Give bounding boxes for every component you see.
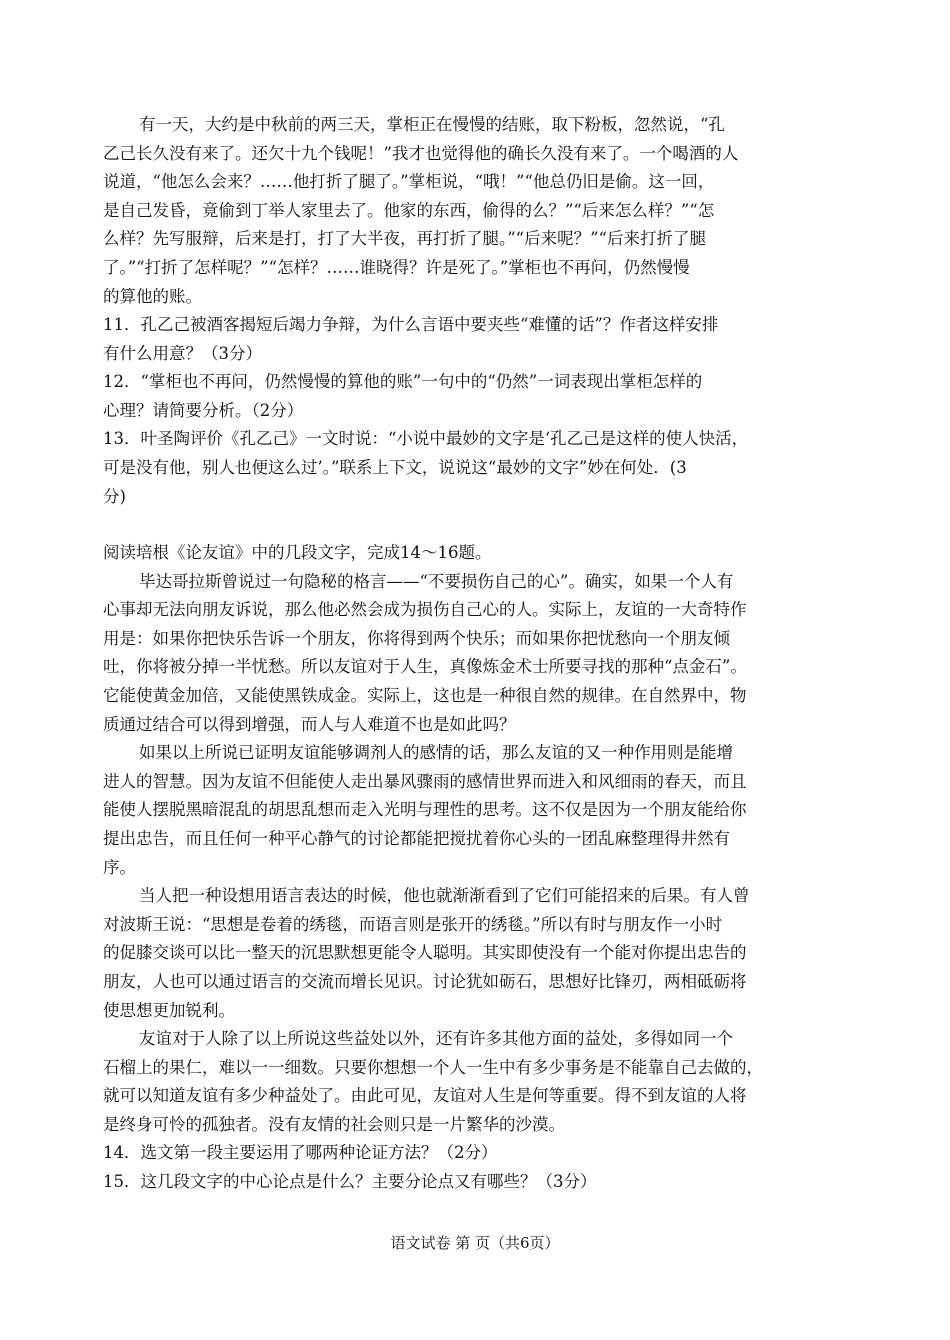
story-passage	[103, 111, 853, 311]
question-13-line: 分)	[103, 486, 126, 506]
essay-line: 序。	[103, 857, 136, 877]
question-12-line: 心理？请简要分析。（2分）	[103, 400, 304, 420]
essay-section	[103, 539, 853, 1197]
essay-line: 就可以知道友谊有多少种益处了。由此可见，友谊对人生是何等重要。得不到友谊的人将	[103, 1086, 747, 1106]
story-line: 么样？先写服辩，后来是打，打了大半夜，再打折了腿。”“后来呢？”“后来打折了腿	[103, 229, 706, 249]
essay-line: 质通过结合可以得到增强，而人与人难道不也是如此吗？	[103, 714, 516, 734]
story-line: 有一天，大约是中秋前的两三天，掌柜正在慢慢的结账，取下粉板，忽然说，“孔	[139, 115, 725, 134]
question-15: 15．这几段文字的中心论点是什么？主要分论点又有哪些？（3分）	[103, 1172, 597, 1192]
essay-line: 友谊对于人除了以上所说这些益处以外，还有许多其他方面的益处，多得如同一个	[139, 1029, 733, 1049]
essay-line: 能使人摆脱黑暗混乱的胡思乱想而走入光明与理性的思考。这不仅是因为一个朋友能给你	[103, 800, 747, 820]
essay-line: 使思想更加锐利。	[103, 1000, 235, 1020]
essay-line: 毕达哥拉斯曾说过一句隐秘的格言——“不要损伤自己的心”。确实，如果一个人有	[139, 571, 734, 591]
question-11-line: 有什么用意？（3分）	[103, 343, 262, 363]
story-line: 乙己长久没有来了。还欠十九个钱呢！”我才也觉得他的确长久没有来了。一个喝酒的人	[103, 143, 739, 163]
essay-line: 心事却无法向朋友诉说，那么他必然会成为损伤自己心的人。实际上，友谊的一大奇特作	[103, 600, 747, 620]
essay-line: 朋友，人也可以通过语言的交流而增长见识。讨论犹如砺石，思想好比锋刃，两相砥砺将	[103, 971, 747, 991]
question-13-line: 可是没有他，别人也便这么过’。”联系上下文，说说这“最妙的文字”妙在何处．(3	[103, 457, 687, 477]
essay-line: 石榴上的果仁，难以一一细数。只要你想想一个人一生中有多少事务是不能靠自己去做的，	[103, 1057, 763, 1077]
story-line: 说道，“他怎么会来？……他打折了腿了。”掌柜说，“哦！”“他总仍旧是偷。这一回，	[103, 172, 715, 192]
essay-line: 吐，你将被分掉一半忧愁。所以友谊对于人生，真像炼金术士所要寻找的那种“点金石”。	[103, 657, 747, 677]
essay-intro: 阅读培根《论友谊》中的几段文字，完成14～16题。	[103, 543, 492, 562]
essay-line: 如果以上所说已证明友谊能够调剂人的感情的话，那么友谊的又一种作用则是能增	[139, 743, 733, 763]
story-line: 了。”“打折了怎样呢？”“怎样？……谁晓得？许是死了。”掌柜也不再问，仍然慢慢	[103, 257, 690, 277]
question-11-line: 11．孔乙己被酒客揭短后竭力争辩，为什么言语中要夹些“难懂的话”？作者这样安排	[103, 315, 719, 334]
question-14: 14．选文第一段主要运用了哪两种论证方法？（2分）	[103, 1143, 498, 1163]
essay-line: 提出忠告，而且任何一种平心静气的讨论都能把搅扰着你心头的一团乱麻整理得井然有	[103, 828, 730, 848]
questions-11-13	[103, 311, 853, 511]
question-13-line: 13．叶圣陶评价《孔乙己》一文时说：“小说中最妙的文字是‘孔乙己是这样的使人快活，	[103, 429, 749, 449]
essay-line: 用是：如果你把快乐告诉一个朋友，你将得到两个快乐；而如果你把忧愁向一个朋友倾	[103, 628, 730, 648]
question-12-line: 12．“掌柜也不再问，仍然慢慢的算他的账”一句中的“仍然”一词表现出掌柜怎样的	[103, 372, 703, 392]
essay-line: 当人把一种设想用语言表达的时候，他也就渐渐看到了它们可能招来的后果。有人曾	[139, 886, 750, 906]
story-line: 的算他的账。	[103, 286, 202, 306]
essay-line: 它能使黄金加倍，又能使黑铁成金。实际上，这也是一种很自然的规律。在自然界中，物	[103, 685, 747, 705]
essay-line: 进人的智慧。因为友谊不但能使人走出暴风骤雨的感情世界而进入和风细雨的春天，而且	[103, 771, 747, 791]
essay-line: 的促膝交谈可以比一整天的沉思默想更能令人聪明。其实即使没有一个能对你提出忠告的	[103, 943, 747, 963]
essay-line: 是终身可怜的孤独者。没有友情的社会则只是一片繁华的沙漠。	[103, 1114, 565, 1134]
essay-line: 对波斯王说：“思想是卷着的绣毯，而语言则是张开的绣毯。”所以有时与朋友作一小时	[103, 914, 723, 934]
page-footer: 语文试卷 第 页（共6页）	[390, 1234, 560, 1252]
story-line: 是自己发昏，竟偷到丁举人家里去了。他家的东西，偷得的么？”“后来怎么样？”“怎	[103, 200, 715, 220]
